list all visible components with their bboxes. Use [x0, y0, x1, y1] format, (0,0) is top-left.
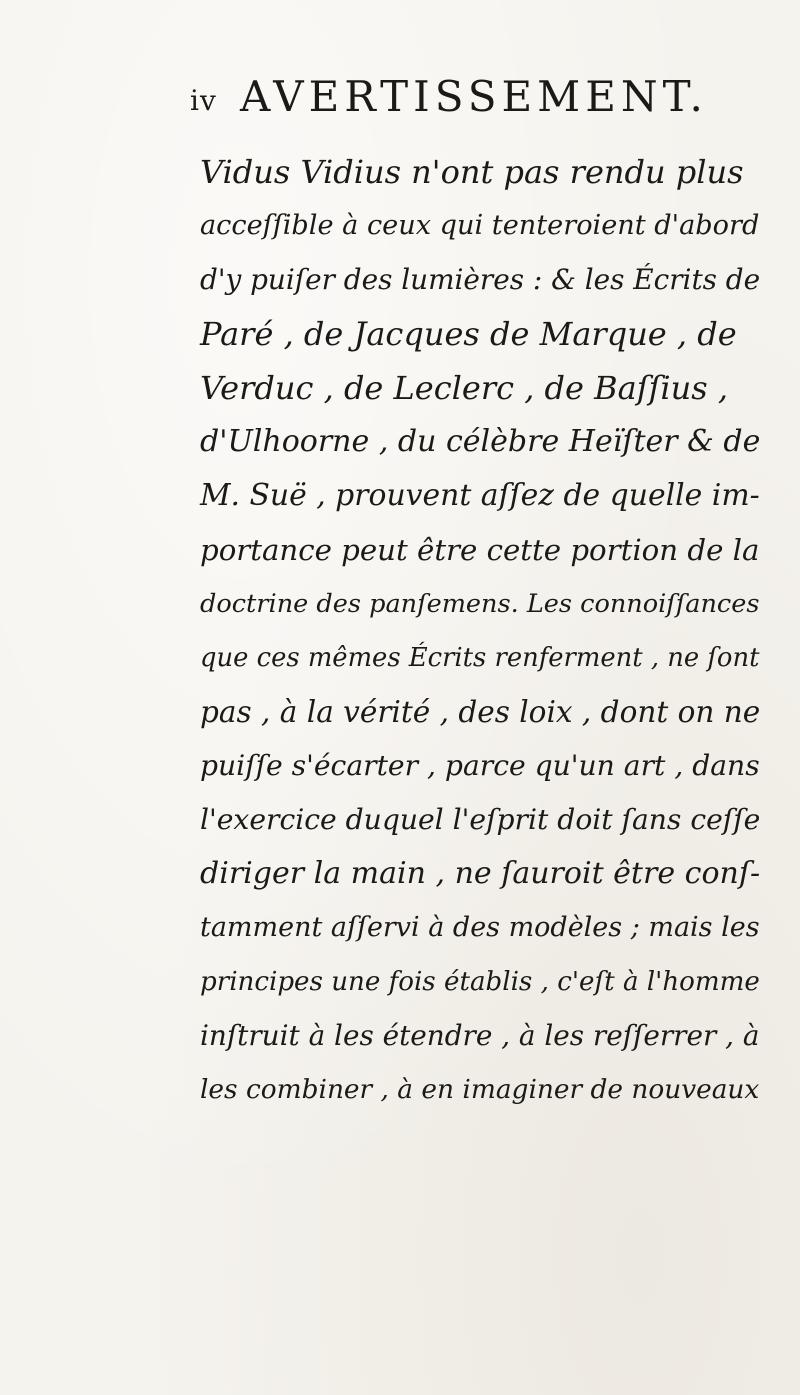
text-line: l'exercice duquel l'eſprit doit ſans ceſſe — [200, 803, 761, 836]
body-text — [200, 145, 760, 1117]
text-line: doctrine des panſemens. Les connoiſſances — [200, 589, 760, 619]
text-line: Verduc , de Leclerc , de Baſſius , — [200, 369, 729, 407]
text-line: Vidus Vidius n'ont pas rendu plus — [200, 153, 744, 191]
text-line: tamment aſſervi à des modèles ; mais les — [200, 912, 760, 943]
text-line: acceſſible à ceux qui tenteroient d'abord — [200, 210, 760, 241]
running-title: AVERTISSEMENT. — [240, 72, 708, 121]
text-line: d'y puiſer des lumières : & les Écrits de — [200, 263, 761, 296]
text-line: principes une fois établis , c'eſt à l'homme — [200, 967, 760, 997]
text-line: diriger la main , ne ſauroit être conſ- — [200, 856, 761, 891]
text-line: inſtruit à les étendre , à les reſſerrer , à — [200, 1019, 760, 1052]
text-line: les combiner , à en imaginer de nouveaux — [200, 1075, 760, 1105]
text-line: puiſſe s'écarter , parce qu'un art , dans — [200, 749, 760, 782]
text-line: M. Suë , prouvent aſſez de quelle im- — [200, 478, 760, 513]
page-number: iv — [190, 84, 217, 117]
text-line: d'Ulhoorne , du célèbre Heïſter & de — [200, 424, 761, 459]
text-line: que ces mêmes Écrits renferment , ne ſont — [200, 643, 760, 673]
text-line: Paré , de Jacques de Marque , de — [200, 315, 737, 353]
page-header — [190, 72, 750, 132]
text-line: portance peut être cette portion de la — [200, 533, 760, 567]
text-line: pas , à la vérité , des loix , dont on ne — [200, 695, 761, 729]
